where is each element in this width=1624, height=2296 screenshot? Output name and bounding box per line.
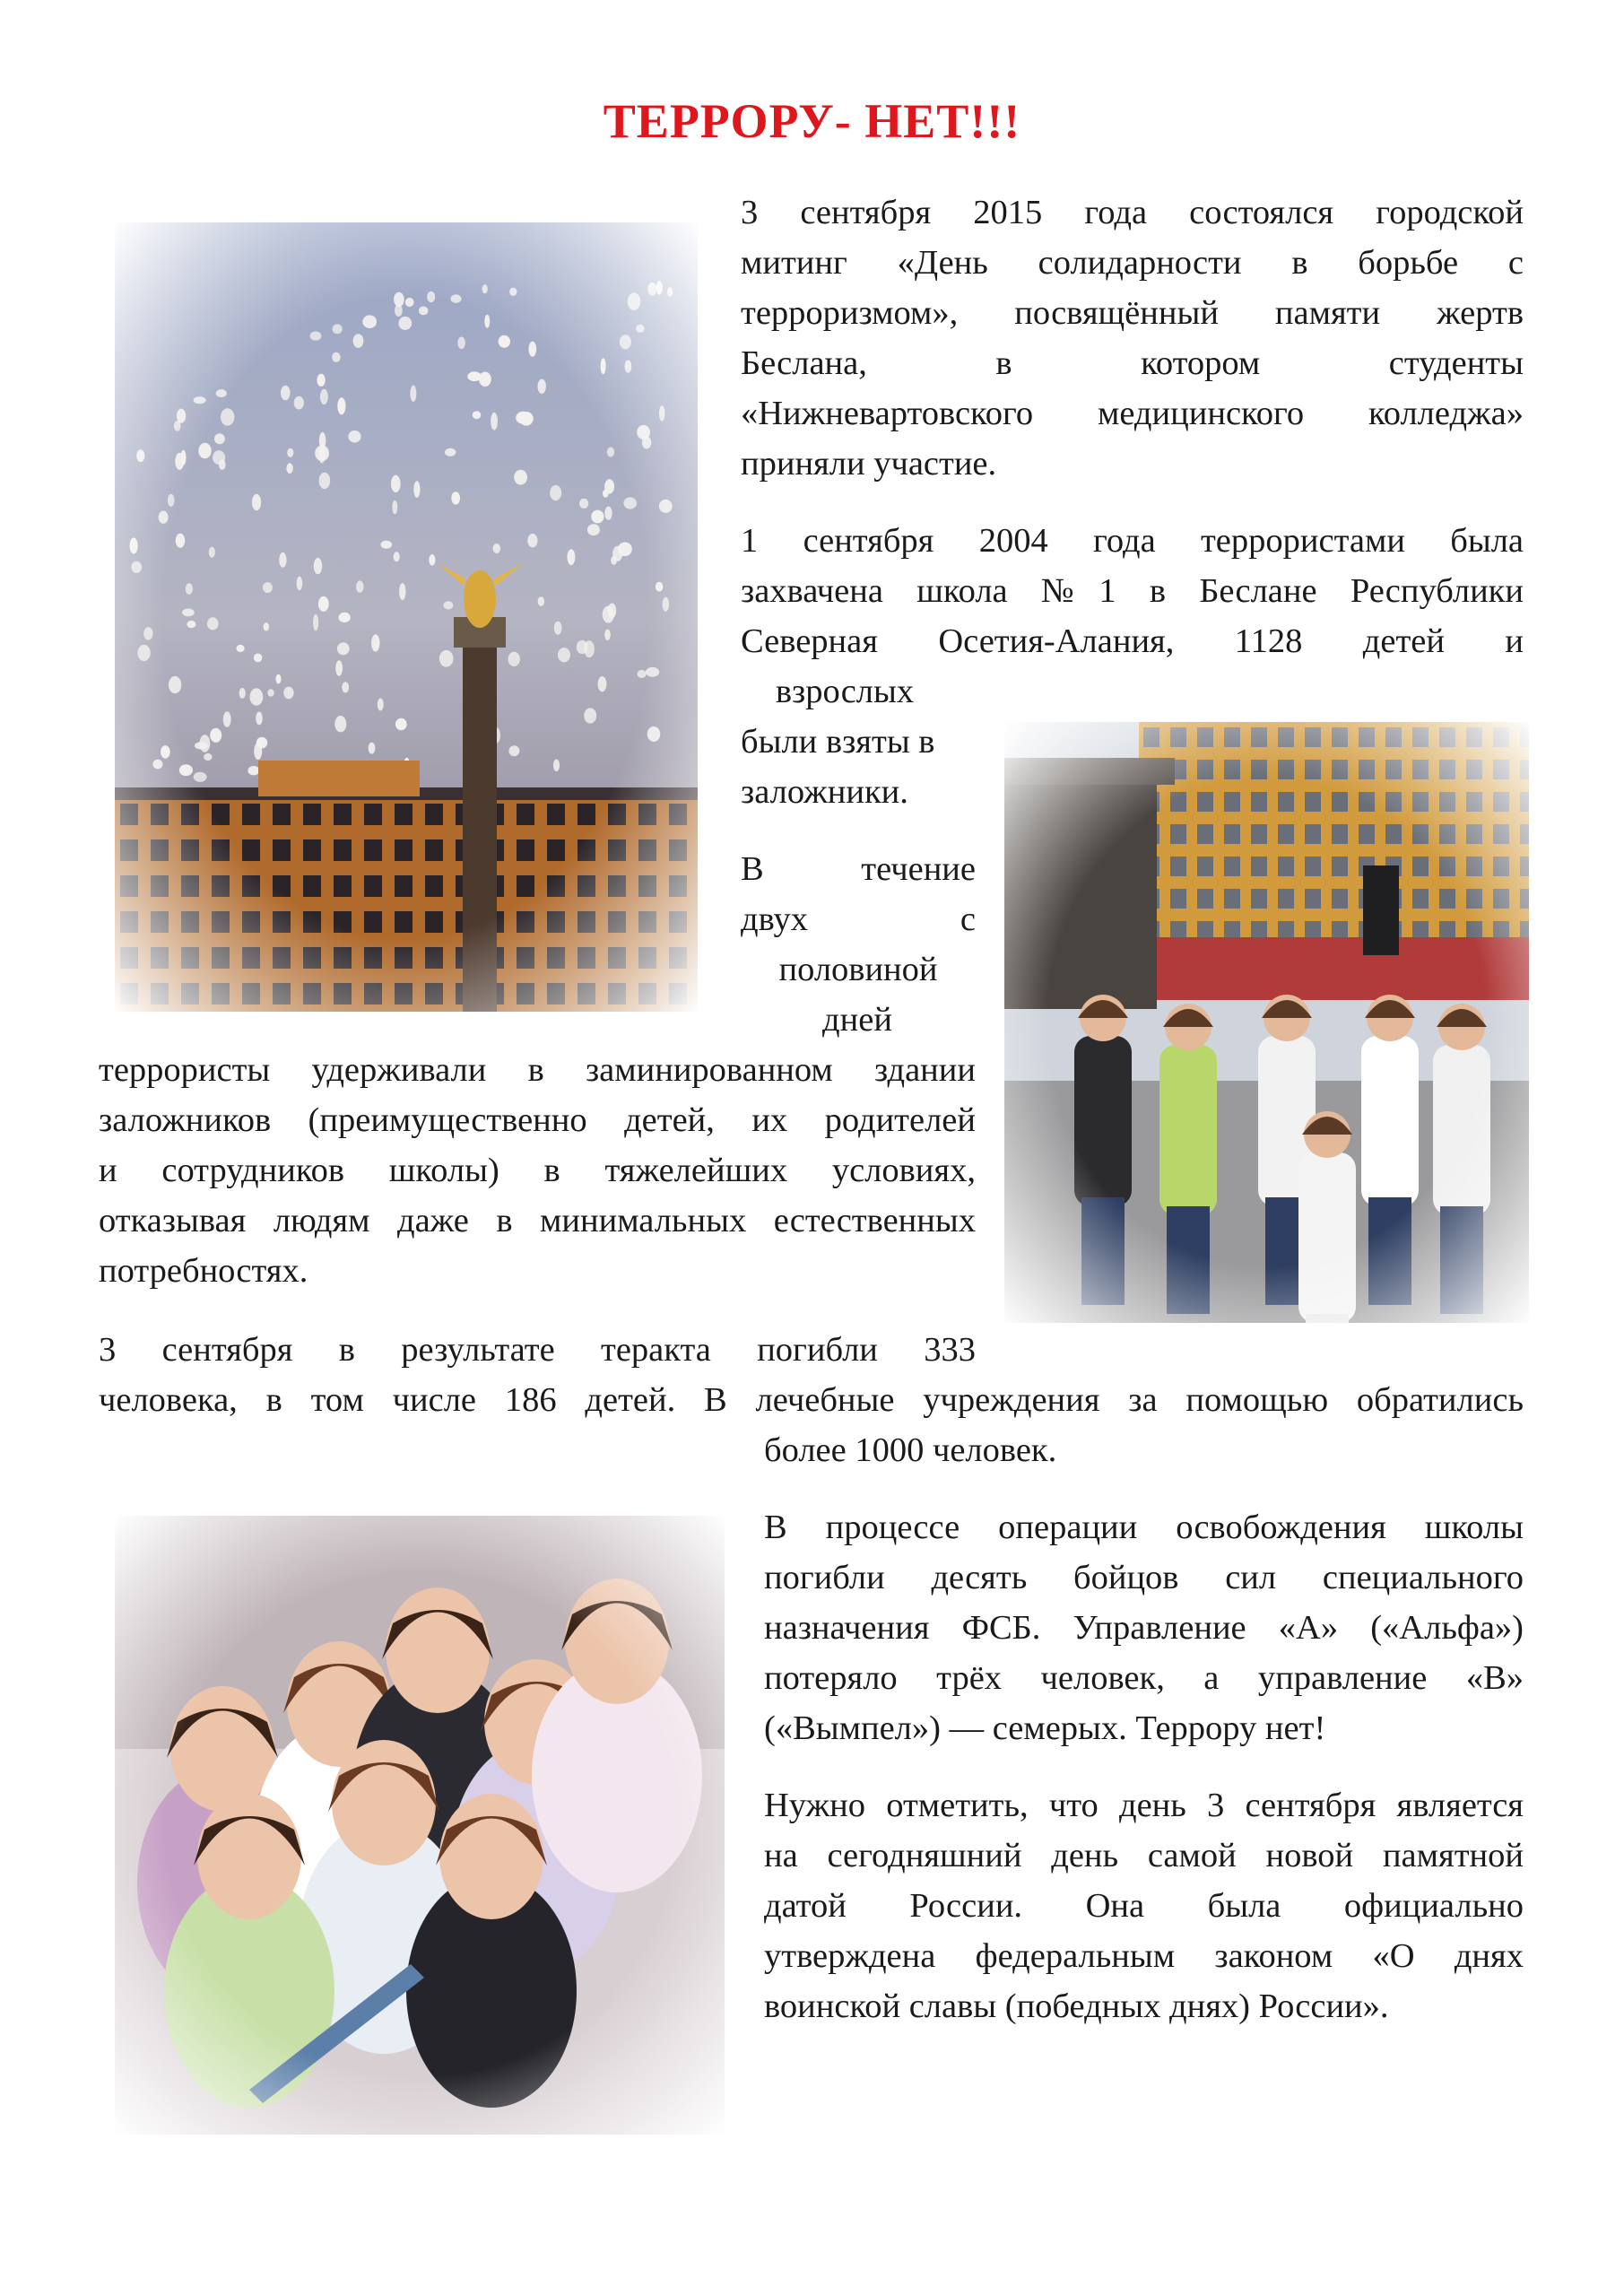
text-line-15: половиной <box>778 951 938 988</box>
text-line-28: потеряло трёх человек, а управление «В» <box>764 1659 1524 1697</box>
text-line-16: дней <box>822 1001 892 1039</box>
text-line-33: утверждена федеральным законом «О днях <box>764 1937 1524 1975</box>
text-line-10: взрослых <box>775 673 915 710</box>
text-line-29: («Вымпел») — семерых. Террору нет! <box>764 1709 1326 1747</box>
selfie-group-image <box>115 1516 725 2135</box>
photo-group-monument <box>1004 722 1529 1323</box>
text-line-13: В течение <box>741 850 976 888</box>
text-line-23: человека, в том числе 186 детей. В лечебные учреждения за помощью обратились <box>99 1381 1524 1419</box>
balloons-monument-image <box>115 222 698 1012</box>
group-monument-image <box>1004 722 1529 1323</box>
text-line-11: были взяты в <box>741 723 935 761</box>
text-line-32: датой России. Она была официально <box>764 1887 1524 1925</box>
text-line-31: на сегодняшний день самой новой памятной <box>764 1837 1524 1874</box>
text-line-30: Нужно отметить, что день 3 сентября является <box>764 1787 1524 1824</box>
text-line-5: «Нижневартовского медицинского колледжа» <box>741 395 1524 432</box>
text-line-22: 3 сентября в результате теракта погибли 333 <box>99 1331 976 1369</box>
text-line-14: двух с <box>741 900 976 938</box>
text-line-6: приняли участие. <box>741 445 997 483</box>
text-line-21: потребностях. <box>99 1252 308 1290</box>
text-line-18: заложников (преимущественно детей, их родителей <box>99 1101 976 1139</box>
text-line-7: 1 сентября 2004 года террористами была <box>741 522 1524 560</box>
text-line-12: заложники. <box>741 773 908 811</box>
text-line-8: захвачена школа №1 в Беслане Республики <box>741 572 1524 610</box>
text-line-2: митинг «День солидарности в борьбе с <box>741 244 1524 282</box>
photo-balloons-monument <box>115 222 698 1012</box>
text-line-20: отказывая людям даже в минимальных естественных <box>99 1202 976 1239</box>
photo-selfie-group <box>115 1516 725 2135</box>
text-line-1: 3 сентября 2015 года состоялся городской <box>741 194 1524 231</box>
text-line-27: назначения ФСБ. Управление «А» («Альфа») <box>764 1609 1524 1647</box>
text-line-34: воинской славы (победных днях) России». <box>764 1987 1389 2025</box>
text-line-26: погибли десять бойцов сил специального <box>764 1559 1524 1596</box>
text-line-4: Беслана, в котором студенты <box>741 344 1524 382</box>
text-line-25: В процессе операции освобождения школы <box>764 1509 1524 1546</box>
text-line-17: террористы удерживали в заминированном здании <box>99 1051 976 1089</box>
text-line-19: и сотрудников школы) в тяжелейших условиях, <box>99 1152 976 1189</box>
text-line-9: Северная Осетия-Алания, 1128 детей и <box>741 622 1524 660</box>
page-title: ТЕРРОРУ- НЕТ!!! <box>603 94 1021 148</box>
text-line-3: терроризмом», посвящённый памяти жертв <box>741 294 1524 332</box>
text-line-24: более 1000 человек. <box>764 1431 1057 1469</box>
